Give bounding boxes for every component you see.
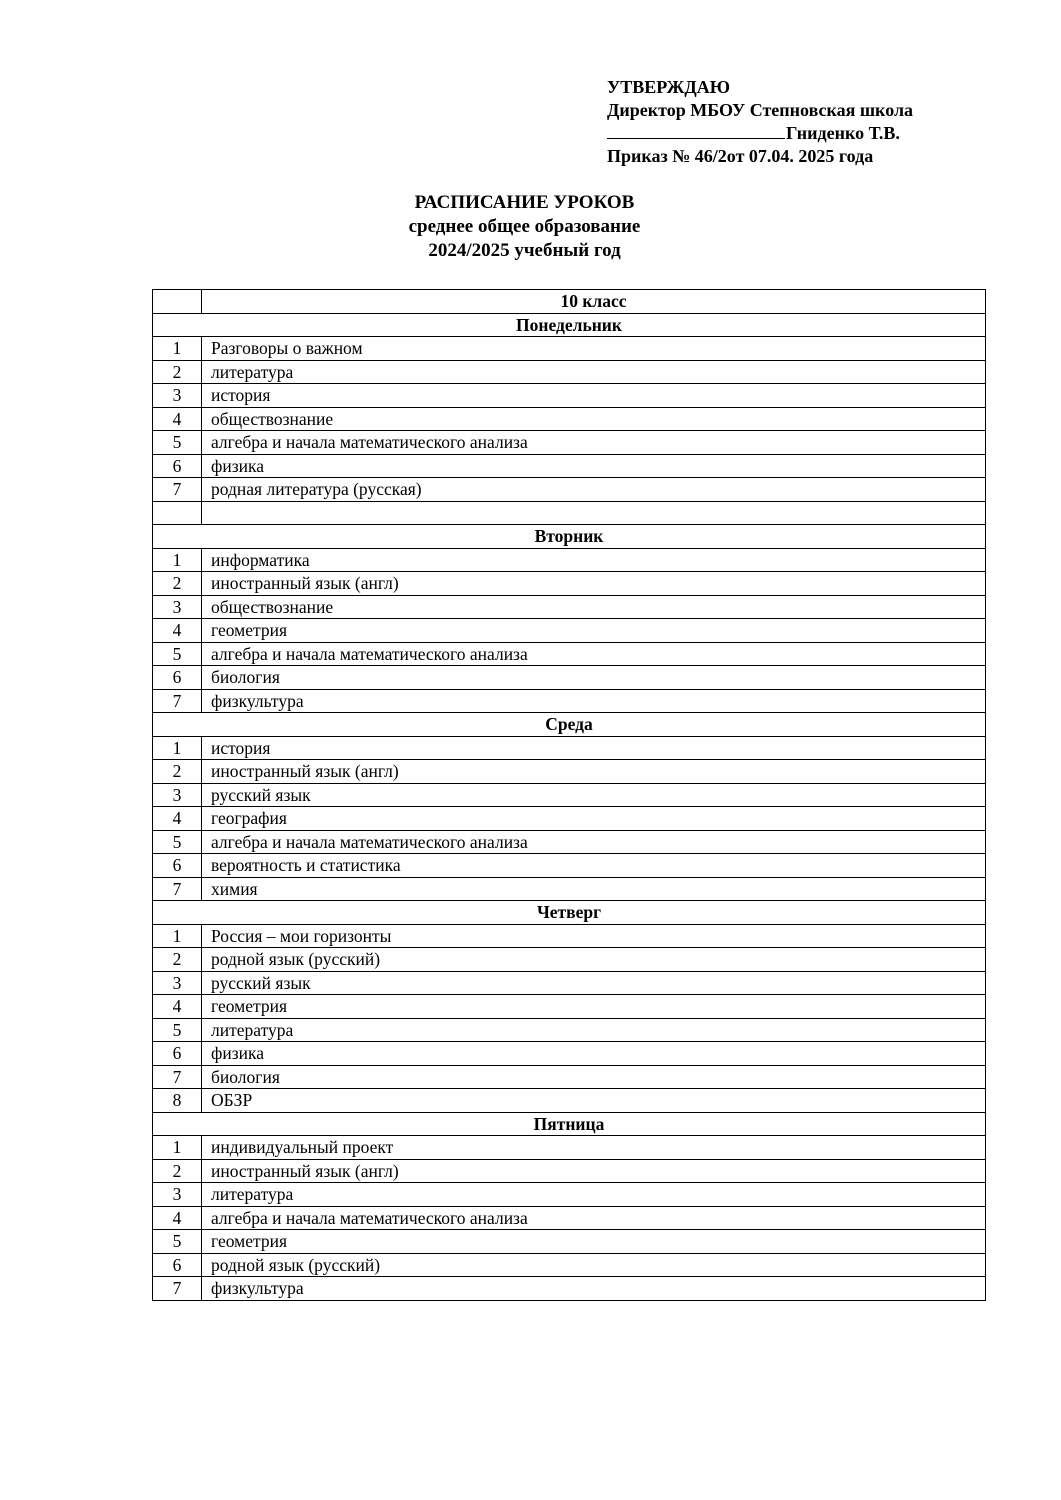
lesson-number: 1	[153, 1136, 202, 1160]
lesson-subject: алгебра и начала математического анализа	[202, 431, 986, 455]
lesson-number: 1	[153, 337, 202, 361]
lesson-row	[153, 478, 986, 502]
lesson-row	[153, 1277, 986, 1301]
lesson-subject: физика	[202, 1042, 986, 1066]
approval-heading: УТВЕРЖДАЮ	[607, 77, 731, 97]
lesson-row	[153, 384, 986, 408]
day-header-row	[153, 525, 986, 549]
lesson-number: 1	[153, 736, 202, 760]
schedule-table	[152, 289, 986, 1301]
lesson-subject: русский язык	[202, 971, 986, 995]
lesson-row	[153, 783, 986, 807]
lesson-number: 5	[153, 642, 202, 666]
lesson-row	[153, 971, 986, 995]
lesson-number: 5	[153, 1018, 202, 1042]
day-header-row	[153, 713, 986, 737]
lesson-row	[153, 595, 986, 619]
document-title-block	[0, 191, 1061, 263]
day-name: Понедельник	[153, 313, 986, 337]
lesson-row	[153, 924, 986, 948]
day-name: Вторник	[153, 525, 986, 549]
lesson-subject: история	[202, 384, 986, 408]
lesson-row	[153, 995, 986, 1019]
lesson-number: 3	[153, 1183, 202, 1207]
lesson-number: 7	[153, 877, 202, 901]
lesson-row	[153, 948, 986, 972]
lesson-row	[153, 689, 986, 713]
lesson-row	[153, 1018, 986, 1042]
lesson-row	[153, 407, 986, 431]
lesson-number: 5	[153, 830, 202, 854]
corner-cell	[153, 290, 202, 314]
lesson-subject: география	[202, 807, 986, 831]
lesson-subject: обществознание	[202, 407, 986, 431]
lesson-row	[153, 1042, 986, 1066]
lesson-row	[153, 572, 986, 596]
lesson-row	[153, 1089, 986, 1113]
lesson-subject: Россия – мои горизонты	[202, 924, 986, 948]
signature-underline	[607, 123, 785, 139]
lesson-subject: литература	[202, 1018, 986, 1042]
lesson-row	[153, 642, 986, 666]
lesson-number: 4	[153, 1206, 202, 1230]
lesson-row	[153, 830, 986, 854]
lesson-row	[153, 360, 986, 384]
lesson-subject: иностранный язык (англ)	[202, 572, 986, 596]
lesson-number	[153, 501, 202, 525]
lesson-row	[153, 854, 986, 878]
lesson-number: 2	[153, 948, 202, 972]
lesson-number: 7	[153, 478, 202, 502]
document-title: РАСПИСАНИЕ УРОКОВ	[414, 192, 635, 213]
lesson-subject: родной язык (русский)	[202, 1253, 986, 1277]
day-header-row	[153, 313, 986, 337]
lesson-row	[153, 548, 986, 572]
lesson-subject: обществознание	[202, 595, 986, 619]
lesson-subject: информатика	[202, 548, 986, 572]
lesson-number: 2	[153, 1159, 202, 1183]
academic-year: 2024/2025 учебный год	[428, 240, 621, 261]
lesson-number: 3	[153, 595, 202, 619]
lesson-number: 6	[153, 454, 202, 478]
lesson-subject: индивидуальный проект	[202, 1136, 986, 1160]
lesson-row	[153, 1136, 986, 1160]
lesson-number: 6	[153, 854, 202, 878]
lesson-subject: геометрия	[202, 1230, 986, 1254]
lesson-row	[153, 1065, 986, 1089]
lesson-row	[153, 666, 986, 690]
lesson-number: 6	[153, 666, 202, 690]
lesson-row	[153, 337, 986, 361]
lesson-number: 7	[153, 1065, 202, 1089]
day-name: Пятница	[153, 1112, 986, 1136]
lesson-subject: Разговоры о важном	[202, 337, 986, 361]
lesson-row	[153, 1253, 986, 1277]
signature-line	[607, 122, 913, 145]
lesson-subject: иностранный язык (англ)	[202, 760, 986, 784]
lesson-subject: геометрия	[202, 995, 986, 1019]
lesson-number: 1	[153, 548, 202, 572]
lesson-number: 7	[153, 689, 202, 713]
lesson-row	[153, 619, 986, 643]
lesson-subject: биология	[202, 1065, 986, 1089]
lesson-subject: физика	[202, 454, 986, 478]
lesson-number: 1	[153, 924, 202, 948]
approval-block	[607, 76, 913, 168]
lesson-row	[153, 1230, 986, 1254]
lesson-number: 5	[153, 1230, 202, 1254]
day-name: Четверг	[153, 901, 986, 925]
lesson-subject: вероятность и статистика	[202, 854, 986, 878]
lesson-row	[153, 760, 986, 784]
lesson-subject: алгебра и начала математического анализа	[202, 1206, 986, 1230]
order-reference: Приказ № 46/2от 07.04. 2025 года	[607, 146, 874, 166]
lesson-number: 2	[153, 760, 202, 784]
director-name: Гниденко Т.В.	[786, 123, 900, 143]
document-subtitle: среднее общее образование	[408, 216, 641, 237]
lesson-number: 3	[153, 783, 202, 807]
lesson-subject: алгебра и начала математического анализа	[202, 830, 986, 854]
lesson-number: 3	[153, 384, 202, 408]
lesson-number: 4	[153, 619, 202, 643]
lesson-number: 4	[153, 807, 202, 831]
lesson-row	[153, 1159, 986, 1183]
lesson-row	[153, 501, 986, 525]
day-header-row	[153, 1112, 986, 1136]
lesson-number: 4	[153, 995, 202, 1019]
class-header-row	[153, 290, 986, 314]
lesson-row	[153, 431, 986, 455]
lesson-number: 4	[153, 407, 202, 431]
lesson-subject: русский язык	[202, 783, 986, 807]
lesson-row	[153, 1206, 986, 1230]
lesson-subject: биология	[202, 666, 986, 690]
lesson-number: 6	[153, 1042, 202, 1066]
lesson-subject: физкультура	[202, 689, 986, 713]
director-title: Директор МБОУ Степновская школа	[607, 100, 914, 120]
lesson-number: 3	[153, 971, 202, 995]
lesson-subject: иностранный язык (англ)	[202, 1159, 986, 1183]
lesson-subject: геометрия	[202, 619, 986, 643]
lesson-number: 2	[153, 360, 202, 384]
lesson-subject: химия	[202, 877, 986, 901]
lesson-number: 7	[153, 1277, 202, 1301]
day-name: Среда	[153, 713, 986, 737]
day-header-row	[153, 901, 986, 925]
lesson-subject: алгебра и начала математического анализа	[202, 642, 986, 666]
lesson-subject: ОБЗР	[202, 1089, 986, 1113]
lesson-subject: литература	[202, 1183, 986, 1207]
lesson-row	[153, 454, 986, 478]
lesson-row	[153, 1183, 986, 1207]
lesson-subject: физкультура	[202, 1277, 986, 1301]
lesson-row	[153, 736, 986, 760]
lesson-number: 5	[153, 431, 202, 455]
lesson-subject	[202, 501, 986, 525]
lesson-number: 6	[153, 1253, 202, 1277]
lesson-subject: родная литература (русская)	[202, 478, 986, 502]
lesson-number: 8	[153, 1089, 202, 1113]
lesson-row	[153, 877, 986, 901]
lesson-subject: родной язык (русский)	[202, 948, 986, 972]
lesson-subject: история	[202, 736, 986, 760]
lesson-subject: литература	[202, 360, 986, 384]
class-label: 10 класс	[202, 290, 986, 314]
lesson-number: 2	[153, 572, 202, 596]
lesson-row	[153, 807, 986, 831]
